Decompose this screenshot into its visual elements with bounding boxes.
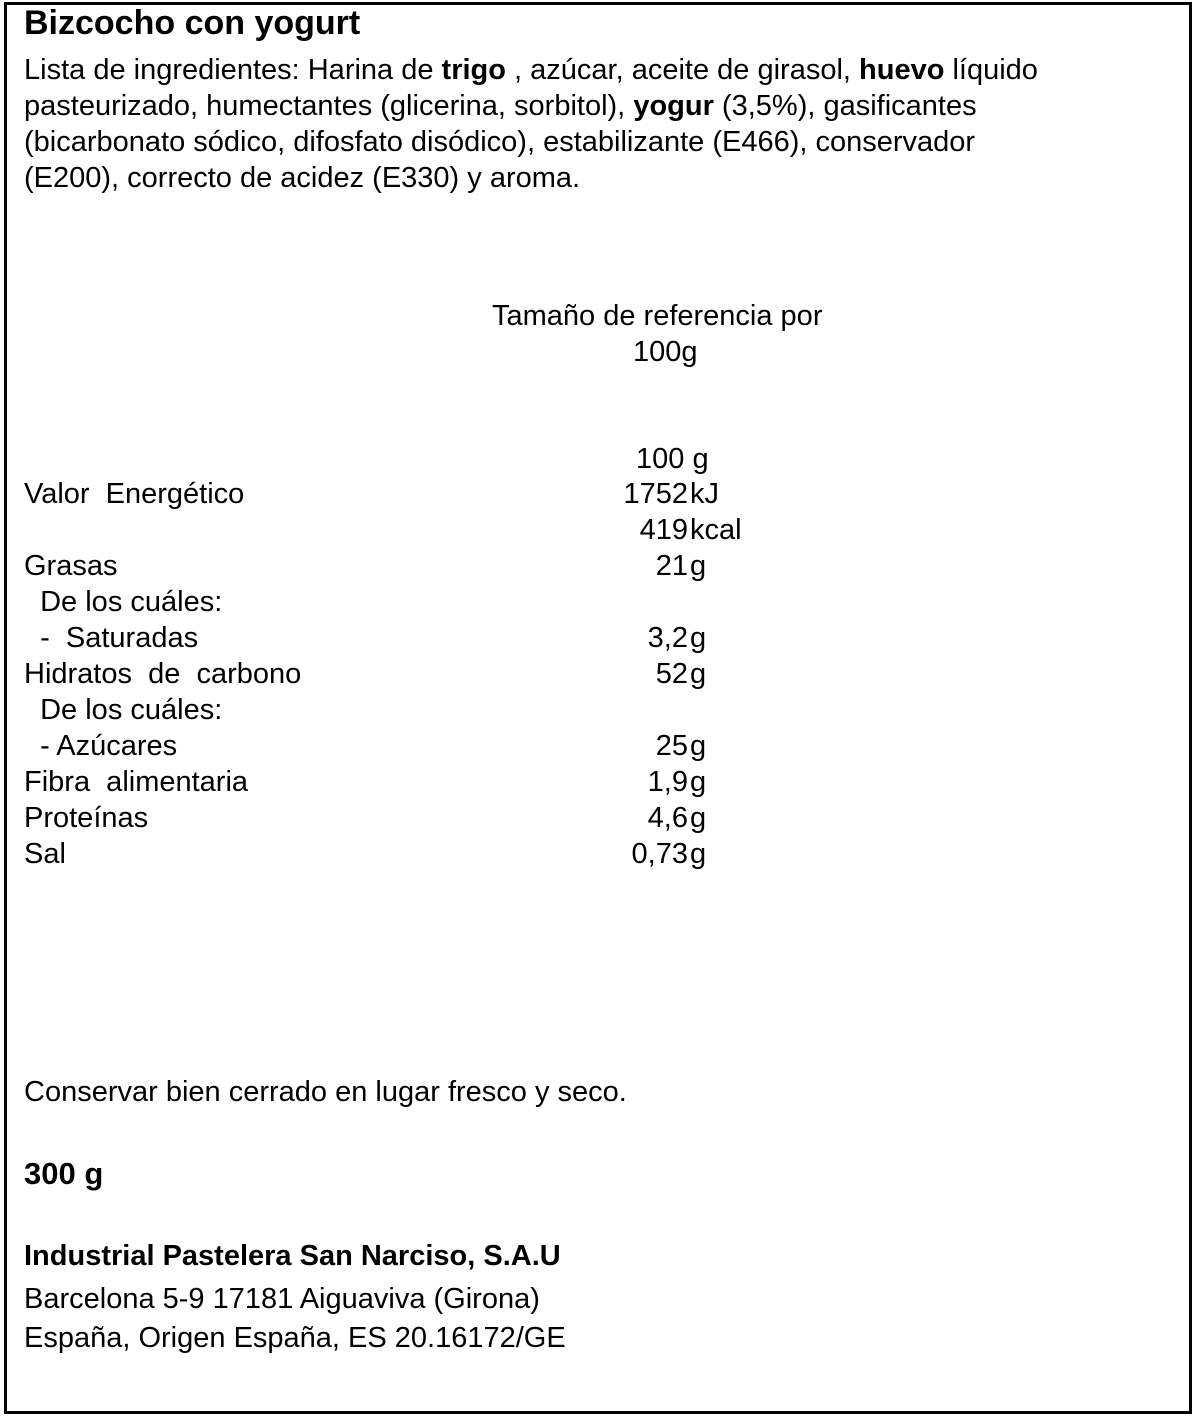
ingredients-line-2 [24, 90, 977, 123]
nutrient-label: - Azúcares [24, 730, 178, 762]
nutrient-label: Grasas [24, 550, 118, 582]
nutrient-label: - Saturadas [24, 622, 199, 654]
ingredients-text: pasteurizado, humectantes (glicerina, sorbitol), [24, 90, 634, 122]
nutrient-unit: g [690, 622, 707, 654]
nutrient-unit: g [690, 730, 707, 762]
allergen-yogur: yogur [633, 90, 714, 122]
nutrient-value: 0,73 [631, 838, 688, 870]
net-weight: 300 g [24, 1156, 104, 1191]
ingredients-line-3: (bicarbonato sódico, difosfato disódico), estabilizante (E466), conservador [24, 126, 976, 158]
nutrient-unit: g [690, 550, 707, 582]
nutrient-value: 52 [655, 658, 688, 690]
nutrient-value: 25 [655, 730, 688, 762]
nutrient-label: Proteínas [24, 802, 149, 834]
nutrient-label: Sal [24, 838, 66, 870]
company-origin: España, Origen España, ES 20.16172/GE [24, 1322, 566, 1354]
nutrition-column-header: 100 g [636, 443, 709, 475]
nutrient-value: 4,6 [647, 802, 688, 834]
nutrient-value: 3,2 [647, 622, 688, 654]
nutrient-value: 419 [639, 514, 688, 546]
ingredients-text: (3,5%), gasificantes [713, 90, 977, 122]
nutrient-unit: g [690, 766, 707, 798]
reference-size-value: 100g [633, 336, 698, 368]
ingredients-line-1 [24, 54, 1038, 87]
nutrient-label: De los cuáles: [24, 694, 223, 726]
nutrient-label: Hidratos de carbono [24, 658, 302, 690]
company-address: Barcelona 5-9 17181 Aiguaviva (Girona) [24, 1283, 540, 1315]
nutrient-value: 21 [655, 550, 688, 582]
ingredients-text: Lista de ingredientes: Harina de [24, 54, 442, 86]
allergen-trigo: trigo [441, 54, 506, 86]
ingredients-text: líquido [944, 54, 1038, 86]
allergen-huevo: huevo [859, 54, 945, 86]
nutrient-unit: kcal [690, 514, 742, 546]
nutrient-label: De los cuáles: [24, 586, 223, 618]
nutrient-unit: kJ [690, 478, 719, 510]
ingredients-line-4: (E200), correcto de acidez (E330) y aroma. [24, 162, 581, 194]
nutrient-label: Valor Energético [24, 478, 245, 510]
nutrient-value: 1752 [623, 478, 688, 510]
product-title: Bizcocho con yogurt [24, 4, 361, 42]
nutrient-label: Fibra alimentaria [24, 766, 249, 798]
nutrient-unit: g [690, 658, 707, 690]
nutrient-value: 1,9 [647, 766, 688, 798]
reference-size-label: Tamaño de referencia por [492, 300, 823, 332]
nutrient-unit: g [690, 838, 707, 870]
storage-instructions: Conservar bien cerrado en lugar fresco y seco. [24, 1076, 627, 1108]
company-name: Industrial Pastelera San Narciso, S.A.U [24, 1240, 561, 1272]
nutrient-unit: g [690, 802, 707, 834]
ingredients-text: , azúcar, aceite de girasol, [505, 54, 860, 86]
